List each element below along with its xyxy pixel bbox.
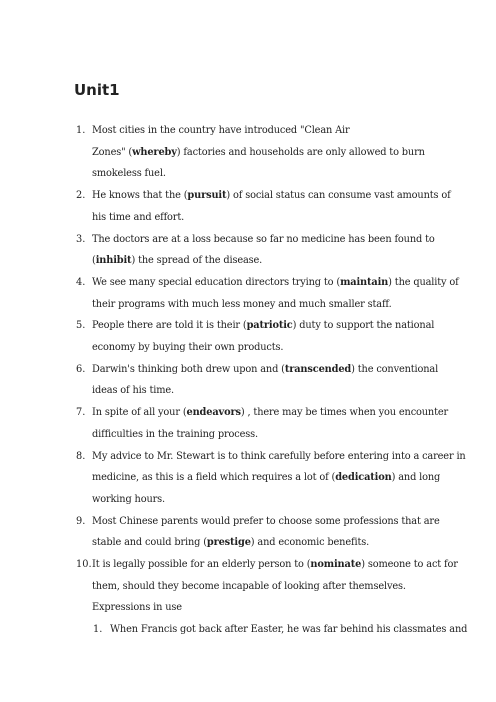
text-segment: difficulties in the training process. <box>92 428 258 440</box>
answer-word: dedication <box>335 472 392 484</box>
items-line <box>92 581 406 593</box>
text-segment: ) the conventional <box>351 363 439 375</box>
items-line <box>92 320 434 332</box>
items-line <box>92 472 440 484</box>
text-segment: We see many special education directors trying to ( <box>92 276 341 288</box>
items-number: 5. <box>76 320 86 332</box>
items-line <box>92 559 458 571</box>
items-line <box>92 255 262 267</box>
text-segment: ) and economic benefits. <box>250 537 370 549</box>
items-number: 2. <box>76 190 86 202</box>
text-segment: Zones" ( <box>92 146 133 158</box>
items-number: 3. <box>76 233 86 245</box>
items-line <box>92 407 448 419</box>
text-segment: My advice to Mr. Stewart is to think carefully before entering into a career in <box>92 450 466 462</box>
text-segment: ) the spread of the disease. <box>131 255 263 267</box>
items-line <box>92 494 165 506</box>
items-line <box>92 125 350 137</box>
text-segment: his time and effort. <box>92 211 185 223</box>
answer-word: whereby <box>132 146 177 158</box>
text-segment: stable and could bring ( <box>92 537 207 549</box>
text-segment: He knows that the ( <box>92 190 188 202</box>
items-line <box>92 451 466 463</box>
items-line <box>92 537 369 549</box>
answer-word: maintain <box>340 276 389 288</box>
answer-word: transcended <box>284 363 352 375</box>
text-segment: It is legally possible for an elderly person to ( <box>92 559 311 570</box>
expressions-number: 1. <box>93 624 103 636</box>
answer-word: patriotic <box>246 320 293 332</box>
text-segment: Expressions in use <box>92 602 182 614</box>
text-segment: their programs with much less money and much smaller staff. <box>92 298 392 310</box>
items-line <box>92 299 392 311</box>
items-number: 7. <box>76 407 86 419</box>
items-line <box>92 190 451 202</box>
items-number: 4. <box>76 276 86 288</box>
answer-word: endeavors <box>186 407 241 419</box>
items-number: 8. <box>76 450 86 462</box>
text-segment: Darwin's thinking both drew upon and ( <box>92 363 285 375</box>
items-line <box>92 277 459 289</box>
text-segment: ) factories and households are only allowed to burn <box>176 146 425 158</box>
text-segment: economy by buying their own products. <box>92 342 284 353</box>
text-segment: When Francis got back after Easter, he was far behind his classmates and <box>110 624 468 636</box>
answer-word: inhibit <box>95 255 132 267</box>
items-line <box>92 364 438 376</box>
text-segment: them, should they become incapable of looking after themselves. <box>92 580 406 592</box>
items-number: 6. <box>76 363 86 375</box>
answer-word: nominate <box>310 559 362 570</box>
items-line <box>92 516 440 528</box>
items-line <box>92 385 174 397</box>
unit-title: Unit1 <box>74 81 120 99</box>
text-segment: ) the quality of <box>388 276 459 288</box>
text-segment: medicine, as this is a field which requires a lot of ( <box>92 472 336 484</box>
items-line <box>92 147 425 159</box>
items-line <box>92 602 182 614</box>
items-line <box>92 342 283 354</box>
text-segment: ) duty to support the national <box>292 320 435 332</box>
text-segment: ) of social status can consume vast amounts of <box>226 190 451 202</box>
text-segment: The doctors are at a loss because so far no medicine has been found to <box>92 233 435 245</box>
text-segment: Most Chinese parents would prefer to choose some professions that are <box>92 515 440 527</box>
items-line <box>92 168 166 180</box>
answer-word: prestige <box>206 537 251 549</box>
items-number: 10. <box>76 559 92 570</box>
text-segment: working hours. <box>92 493 165 505</box>
items-line <box>92 234 435 246</box>
text-segment: ) and long <box>391 472 441 484</box>
text-segment: ) someone to act for <box>361 559 458 570</box>
items-line <box>92 429 258 441</box>
text-segment: ( <box>92 255 96 267</box>
expressions-line <box>110 624 467 636</box>
text-segment: Most cities in the country have introduced "Clean Air <box>92 125 350 136</box>
text-segment: smokeless fuel. <box>92 168 166 180</box>
text-segment: ideas of his time. <box>92 385 174 397</box>
items-line <box>92 212 184 224</box>
items-number: 1. <box>76 125 86 136</box>
text-segment: ) , there may be times when you encounter <box>240 407 449 419</box>
text-segment: In spite of all your ( <box>92 407 187 419</box>
answer-word: pursuit <box>187 190 227 202</box>
text-segment: People there are told it is their ( <box>92 320 247 332</box>
items-number: 9. <box>76 515 86 527</box>
